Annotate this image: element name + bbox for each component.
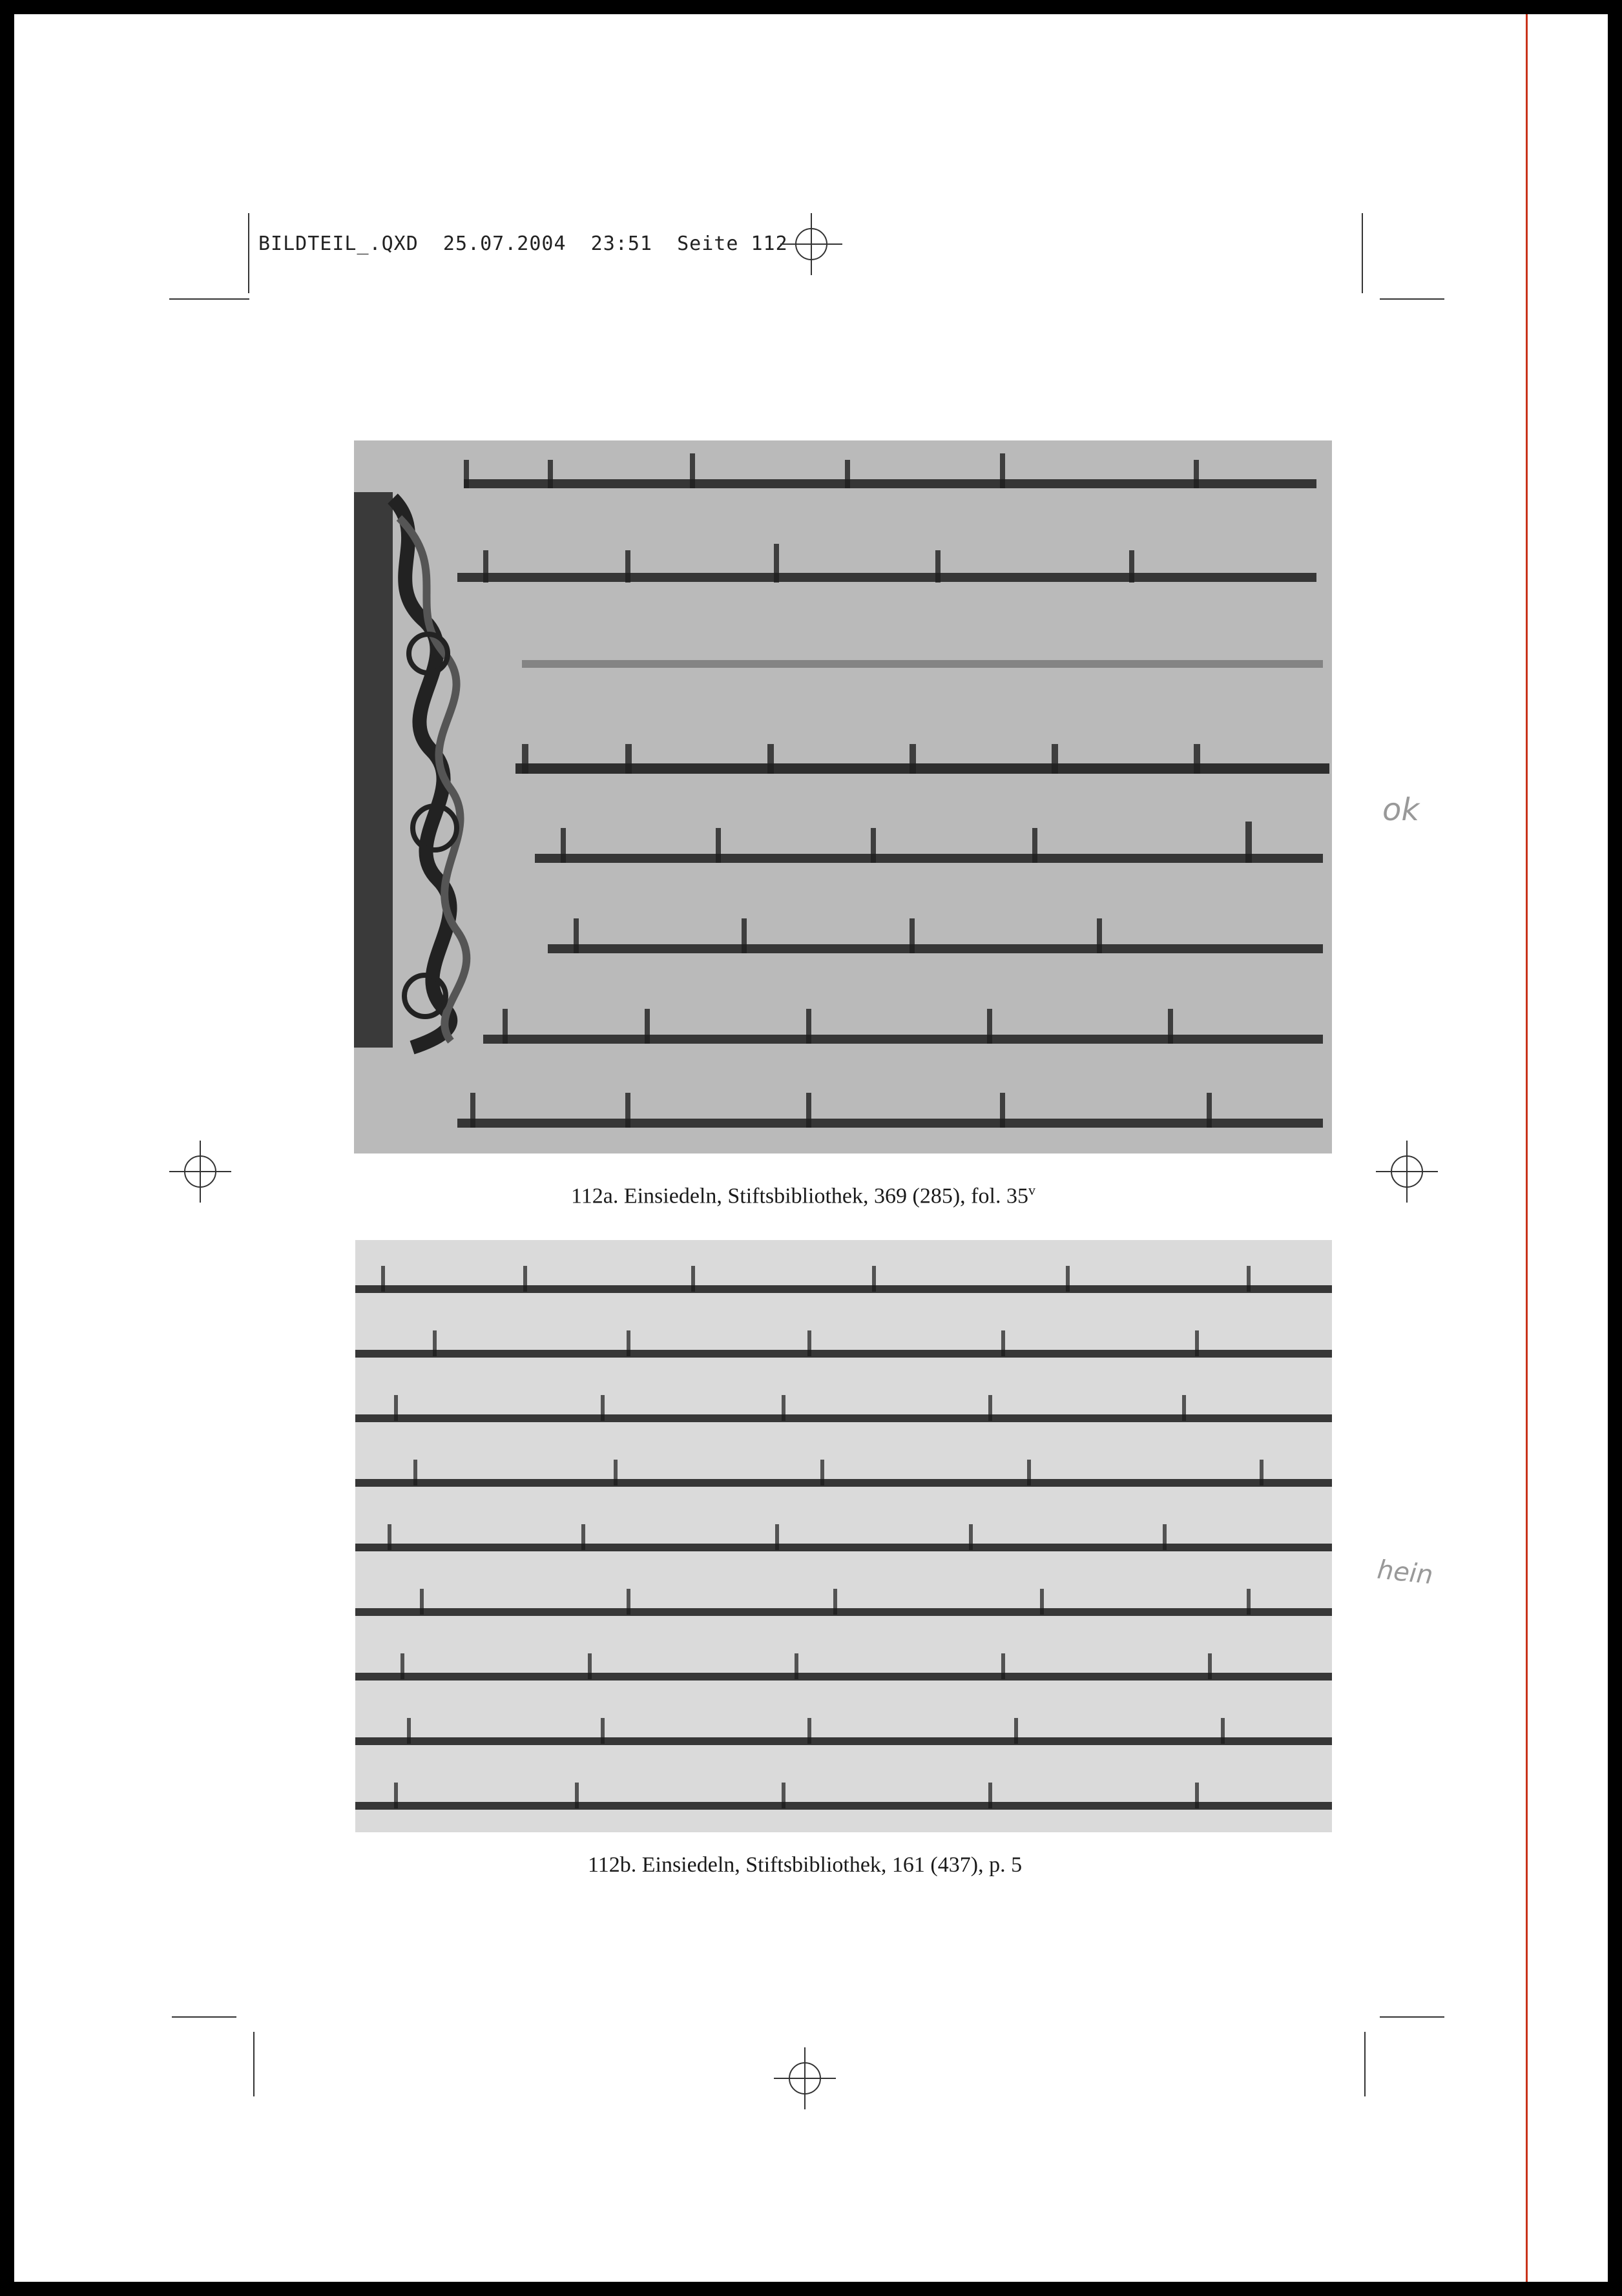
crop-mark bbox=[253, 2032, 255, 2096]
manuscript-image-b bbox=[355, 1240, 1332, 1832]
manuscript-photo-b bbox=[355, 1240, 1332, 1832]
caption-b: 112b. Einsiedeln, Stiftsbibliothek, 161 (437), p. 5 bbox=[588, 1853, 1023, 1877]
caption-a-superscript: v bbox=[1028, 1182, 1035, 1198]
pencil-annotation-ok: ok bbox=[1382, 792, 1420, 828]
registration-mark-icon bbox=[780, 213, 842, 275]
registration-mark-icon bbox=[169, 1141, 231, 1203]
manuscript-photo-a bbox=[354, 440, 1332, 1153]
crop-mark bbox=[1364, 2032, 1366, 2096]
crop-mark bbox=[169, 298, 249, 300]
registration-mark-icon bbox=[774, 2047, 836, 2109]
red-margin-rule bbox=[1526, 14, 1528, 2282]
slug-line: BILDTEIL_.QXD 25.07.2004 23:51 Seite 112 bbox=[258, 233, 788, 255]
caption-a bbox=[571, 1182, 1035, 1208]
pencil-annotation-hein: hein bbox=[1375, 1555, 1435, 1591]
caption-a-text: 112a. Einsiedeln, Stiftsbibliothek, 369 (285), fol. 35 bbox=[571, 1184, 1028, 1208]
crop-mark bbox=[1380, 2016, 1444, 2018]
crop-mark bbox=[1380, 298, 1444, 300]
crop-mark bbox=[248, 213, 249, 293]
manuscript-image-a bbox=[354, 440, 1332, 1153]
crop-mark bbox=[1362, 213, 1363, 293]
crop-mark bbox=[172, 2016, 236, 2018]
scanned-page bbox=[14, 14, 1608, 2282]
registration-mark-icon bbox=[1376, 1141, 1438, 1203]
